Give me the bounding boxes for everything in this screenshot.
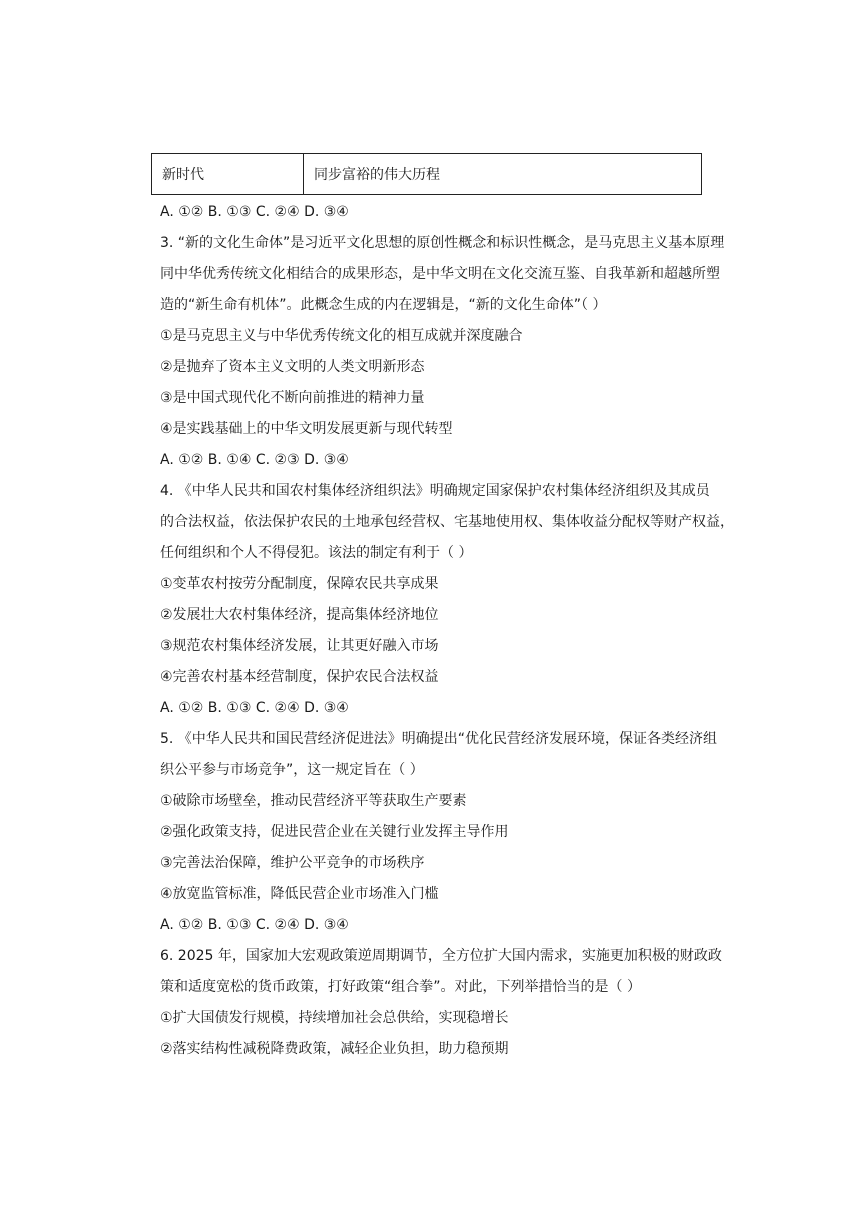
question-5-item-1: ①破除市场壁垒，推动民营经济平等获取生产要素 bbox=[160, 793, 467, 809]
question-6-stem-line-1: 6. 2025 年，国家加大宏观政策逆周期调节，全方位扩大国内需求，实施更加积极的财政政 bbox=[160, 948, 722, 964]
table-cell-period: 新时代 bbox=[152, 154, 304, 195]
question-4-item-2: ②发展壮大农村集体经济，提高集体经济地位 bbox=[160, 607, 439, 623]
question-3-options: A. ①② B. ①④ C. ②③ D. ③④ bbox=[160, 452, 349, 468]
question-6-item-1: ①扩大国债发行规模，持续增加社会总供给，实现稳增长 bbox=[160, 1010, 509, 1026]
timeline-table bbox=[151, 153, 702, 195]
question-3-stem-line-3: 造的“新生命有机体”。此概念生成的内在逻辑是，“新的文化生命体”（ ） bbox=[160, 297, 607, 313]
question-5-options: A. ①② B. ①③ C. ②④ D. ③④ bbox=[160, 917, 349, 933]
question-5-item-3: ③完善法治保障，维护公平竞争的市场秩序 bbox=[160, 855, 425, 871]
question-5-item-4: ④放宽监管标准，降低民营企业市场准入门槛 bbox=[160, 886, 439, 902]
question-3-item-1: ①是马克思主义与中华优秀传统文化的相互成就并深度融合 bbox=[160, 328, 523, 344]
question-5-stem-line-2: 织公平参与市场竞争”，这一规定旨在（ ） bbox=[160, 762, 424, 778]
question-5-item-2: ②强化政策支持，促进民营企业在关键行业发挥主导作用 bbox=[160, 824, 509, 840]
question-3-item-4: ④是实践基础上的中华文明发展更新与现代转型 bbox=[160, 421, 453, 437]
question-6-item-2: ②落实结构性减税降费政策，减轻企业负担，助力稳预期 bbox=[160, 1041, 509, 1057]
question-3-stem-line-2: 同中华优秀传统文化相结合的成果形态，是中华文明在文化交流互鉴、自我革新和超越所塑 bbox=[160, 266, 720, 282]
question-6-stem-line-2: 策和适度宽松的货币政策，打好政策“组合拳”。对此，下列举措恰当的是（ ） bbox=[160, 979, 641, 995]
question-5-stem-line-1: 5. 《中华人民共和国民营经济促进法》明确提出“优化民营经济发展环境，保证各类经济组 bbox=[160, 731, 718, 747]
question-3-stem-line-1: 3. “新的文化生命体”是习近平文化思想的原创性概念和标识性概念，是马克思主义基本原理 bbox=[160, 235, 725, 251]
question-3-item-3: ③是中国式现代化不断向前推进的精神力量 bbox=[160, 390, 425, 406]
question-4-stem-line-1: 4. 《中华人民共和国农村集体经济组织法》明确规定国家保护农村集体经济组织及其成员 bbox=[160, 483, 710, 499]
question-4-stem-line-2: 的合法权益，依法保护农民的土地承包经营权、宅基地使用权、集体收益分配权等财产权益， bbox=[160, 514, 734, 530]
question-4-item-4: ④完善农村基本经营制度，保护农民合法权益 bbox=[160, 669, 439, 685]
table-row bbox=[152, 154, 702, 195]
question-2-options: A. ①② B. ①③ C. ②④ D. ③④ bbox=[160, 204, 349, 220]
table-cell-description: 同步富裕的伟大历程 bbox=[304, 154, 702, 195]
question-4-stem-line-3: 任何组织和个人不得侵犯。该法的制定有利于（ ） bbox=[160, 545, 473, 561]
question-4-item-1: ①变革农村按劳分配制度，保障农民共享成果 bbox=[160, 576, 439, 592]
question-3-item-2: ②是抛弃了资本主义文明的人类文明新形态 bbox=[160, 359, 425, 375]
question-4-options: A. ①② B. ①③ C. ②④ D. ③④ bbox=[160, 700, 349, 716]
question-4-item-3: ③规范农村集体经济发展，让其更好融入市场 bbox=[160, 638, 439, 654]
